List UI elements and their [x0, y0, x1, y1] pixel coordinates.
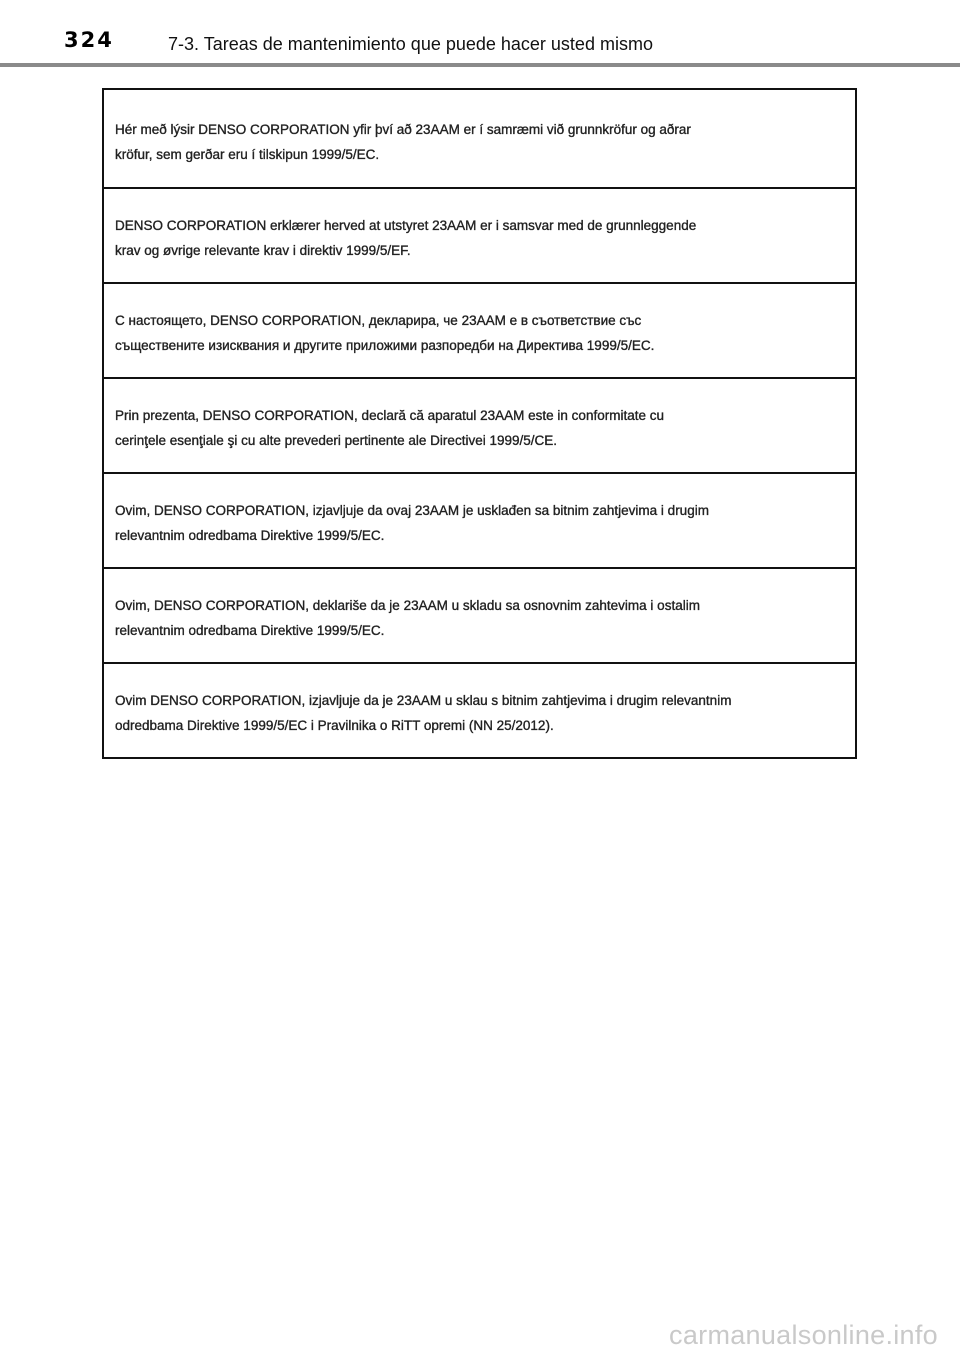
page-header	[0, 0, 960, 68]
declaration-line: kröfur, sem gerðar eru í tilskipun 1999/5/EC.	[115, 147, 380, 162]
declaration-line: cerinţele esenţiale şi cu alte prevederi pertinente ale Directivei 1999/5/CE.	[115, 433, 557, 448]
declaration-row-romanian	[104, 377, 855, 472]
declarations-table	[102, 88, 857, 759]
declaration-line: Hér með lýsir DENSO CORPORATION yfir því að 23AAM er í samræmi við grunnkröfur og aðrar	[115, 122, 691, 137]
declaration-row-norwegian	[104, 187, 855, 282]
declaration-line: Ovim DENSO CORPORATION, izjavljuje da je 23AAM u sklau s bitnim zahtjevima i drugim relevantnim	[115, 693, 732, 708]
declaration-line: Ovim, DENSO CORPORATION, izjavljuje da ovaj 23AAM je usklađen sa bitnim zahtjevima i drugim	[115, 503, 709, 518]
declaration-line: съществените изисквания и другите приложими разпоредби на Директива 1999/5/ЕС.	[115, 338, 655, 353]
declaration-line: relevantnim odredbama Direktive 1999/5/EC.	[115, 623, 385, 638]
header-divider	[0, 63, 960, 67]
declaration-line: С настоящето, DENSO CORPORATION, декларира, че 23AAM е в съответствие със	[115, 313, 642, 328]
declaration-line: DENSO CORPORATION erklærer herved at utstyret 23AAM er i samsvar med de grunnleggende	[115, 218, 697, 233]
page-number: 324	[64, 28, 114, 52]
declaration-line: odredbama Direktive 1999/5/EC i Pravilnika o RiTT opremi (NN 25/2012).	[115, 718, 554, 733]
declaration-line: relevantnim odredbama Direktive 1999/5/EC.	[115, 528, 385, 543]
declaration-line: krav og øvrige relevante krav i direktiv 1999/5/EF.	[115, 243, 411, 258]
site-watermark: carmanualsonline.info	[669, 1320, 938, 1350]
declaration-row-bosnian	[104, 472, 855, 567]
declaration-row-icelandic	[104, 90, 855, 187]
section-title: 7-3. Tareas de mantenimiento que puede hacer usted mismo	[168, 34, 653, 54]
declaration-line: Ovim, DENSO CORPORATION, deklariše da je 23AAM u skladu sa osnovnim zahtevima i ostalim	[115, 598, 700, 613]
declaration-row-serbian	[104, 567, 855, 662]
declaration-row-croatian	[104, 662, 855, 757]
declaration-line: Prin prezenta, DENSO CORPORATION, declară că aparatul 23AAM este in conformitate cu	[115, 408, 664, 423]
declaration-row-bulgarian	[104, 282, 855, 377]
